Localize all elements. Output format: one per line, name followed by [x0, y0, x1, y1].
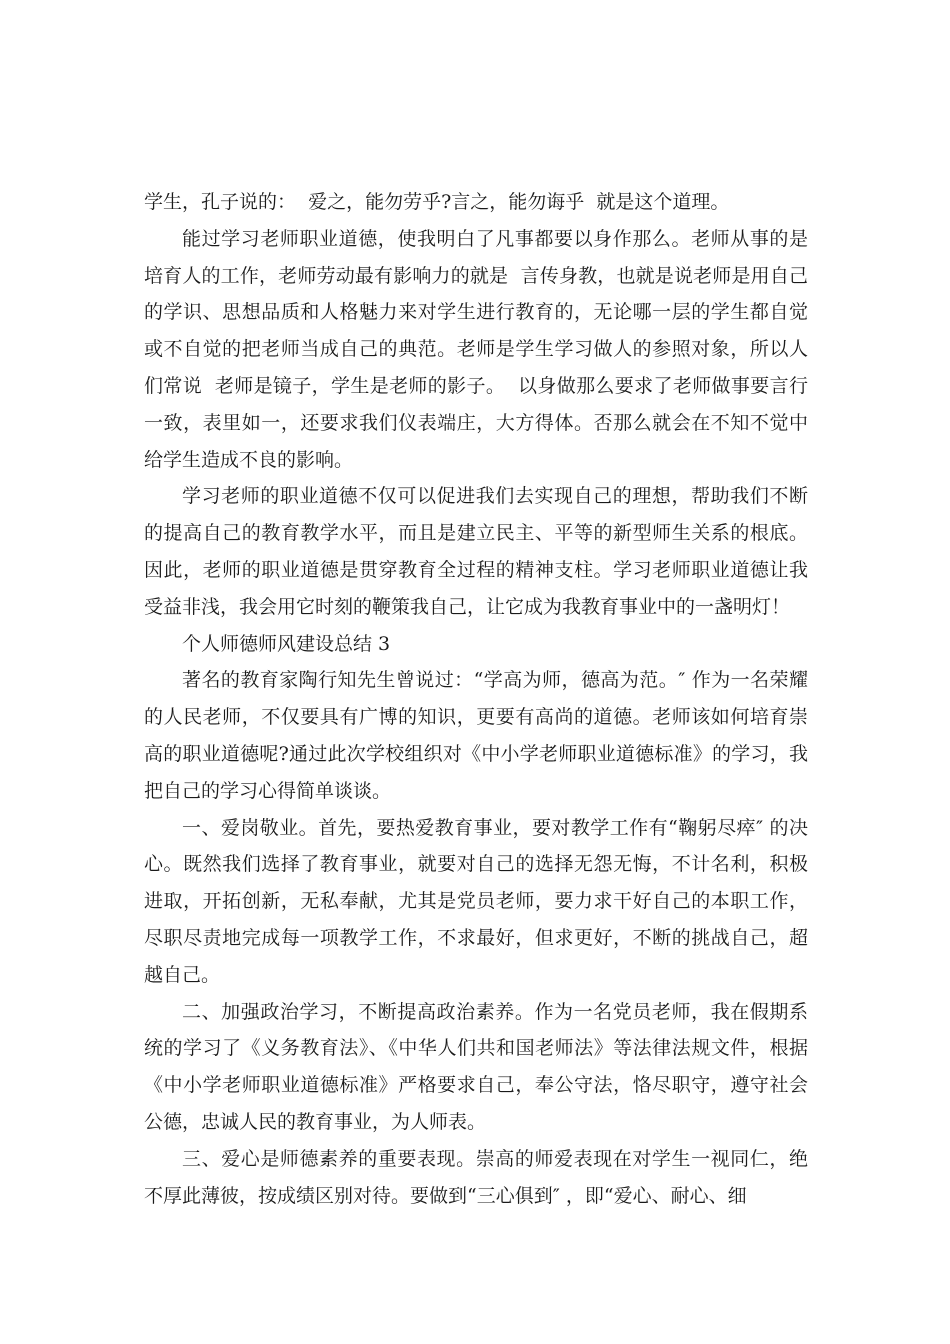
paragraph-continuation: 学生，孔子说的： 爱之，能勿劳乎?言之，能勿诲乎 就是这个道理。	[144, 191, 730, 213]
paragraph: 三、爱心是师德素养的重要表现。崇高的师爱表现在对学生一视同仁，绝不厚此薄彼，按成绩区别对待。要做到“三心俱到″ ，即“爱心、耐心、细	[144, 1147, 808, 1207]
paragraph: 二、加强政治学习，不断提高政治素养。作为一名党员老师，我在假期系统的学习了《义务教育法》、《中华人们共和国老师法》等法律法规文件，根据《中小学老师职业道德标准》严格要求自己，奉公守法，恪尽职守，遵守社会公德，忠诚人民的教育事业，为人师表。	[144, 1000, 808, 1133]
paragraph: 一、爱岗敬业。首先，要热爱教育事业，要对教学工作有“鞠躬尽瘁″ 的决心。既然我们选择了教育事业，就要对自己的选择无怨无悔，不计名利，积极进取，开拓创新，无私奉献，尤其是党员老师，要力求干好自己的本职工作，尽职尽责地完成每一项教学工作，不求最好，但求更好，不断的挑战自己，超越自己。	[144, 816, 808, 986]
paragraph: 学习老师的职业道德不仅可以促进我们去实现自己的理想，帮助我们不断的提高自己的教育教学水平，而且是建立民主、平等的新型师生关系的根底。因此，老师的职业道德是贯穿教育全过程的精神支柱。学习老师职业道德让我受益非浅，我会用它时刻的鞭策我自己，让它成为我教育事业中的一盏明灯！	[144, 485, 808, 618]
paragraph: 能过学习老师职业道德，使我明白了凡事都要以身作那么。老师从事的是培育人的工作，老师劳动最有影响力的就是 言传身教，也就是说老师是用自己的学识、思想品质和人格魅力来对学生进行教育的，无论哪一层的学生都自觉或不自觉的把老师当成自己的典范。老师是学生学习做人的参照对象，所以人们常说 老师是镜子，学生是老师的影子。 以身做那么要求了老师做事要言行一致，表里如一，还要求我们仪表端庄，大方得体。否那么就会在不知不觉中给学生造成不良的影响。	[144, 227, 808, 471]
section-heading: 个人师德师风建设总结 3	[182, 632, 391, 655]
paragraph: 著名的教育家陶行知先生曾说过：“学高为师，德高为范。″ 作为一名荣耀的人民老师，不仅要具有广博的知识，更要有高尚的道德。老师该如何培育崇高的职业道德呢?通过此次学校组织对《中小学老师职业道德标准》的学习，我把自己的学习心得简单谈谈。	[144, 669, 808, 802]
document-body	[144, 190, 808, 1214]
